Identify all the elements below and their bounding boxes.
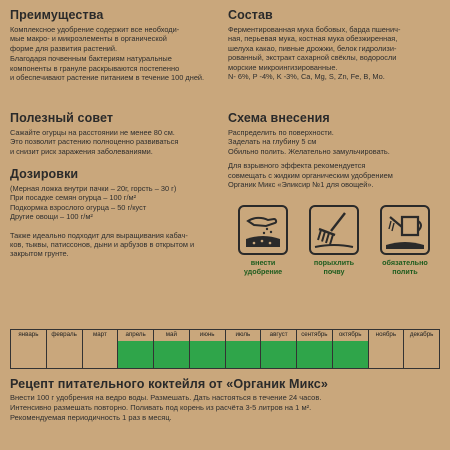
step-caption: удобрение [243,266,283,276]
text-line: Обильно полить. Желательно замульчировать. [228,146,390,156]
month-active-fill [190,341,225,368]
text-line: Распределить по поверхности. [228,128,334,137]
tip-section [10,111,215,156]
text-line: и снизит риск заражения заболеваниями. [10,146,153,156]
dosage-section [10,167,215,259]
recipe-section [10,377,440,424]
text-line: и обеспечивают растение питанием в течение 100 дней. [10,73,205,83]
month-label: март [83,331,118,339]
step-water [372,205,438,276]
text-line: морские микроингизированные. [228,62,338,72]
month-active-fill [333,341,368,368]
text-line: форме для развития растений. [10,43,118,53]
rake-icon [309,205,359,255]
month-label: февраль [47,331,82,339]
text-line: совмещать с жидким органическим удобрением [228,170,393,180]
text-line: мые макро- и микроэлементы в органической [10,34,167,44]
advantages-section [10,8,215,82]
text-line: (Мерная ложка внутри пачки – 20г, горсть – 30 г) [10,184,177,193]
month-label: ноябрь [369,331,404,339]
text-line: Органик Микс «Эликсир №1 для овощей». [228,180,374,190]
text-line: закрытом грунте. [10,249,69,259]
step-caption: порыхлить [313,258,355,267]
month-empty-fill [404,341,439,368]
month-label: июль [226,331,261,339]
calendar-month [154,330,190,368]
text-line: Это позволит растению полноценно развиваться [10,137,179,147]
month-active-fill [118,341,153,368]
calendar-month [11,330,47,368]
text-line: Подкормка взрослого огурца – 50 г/куст [10,202,147,212]
text-line: Комплексное удобрение содержит все необходи- [10,25,180,34]
fertilizer-hand-icon [238,205,288,255]
month-empty-fill [11,341,46,368]
text-line: Ферментированная мука бобовых, барда пшенич- [228,25,401,34]
month-label: сентябрь [297,331,332,339]
text-line: Сажайте огурцы на расстоянии не менее 80 см. [10,128,175,137]
dosage-title: Дозировки [10,167,79,181]
month-label: июнь [190,331,225,339]
month-label: август [261,331,296,339]
tip-title: Полезный совет [10,111,114,125]
month-label: май [154,331,189,339]
month-label: апрель [118,331,153,339]
step-caption: полить [392,266,418,276]
text-line: рованный, экстракт сахарной свёклы, водоросли [228,53,397,63]
step-caption: внести [250,258,276,267]
text-line: Интенсивно размешать повторно. Поливать под корень из расчёта 3-5 литров на 1 м². [10,403,312,413]
month-empty-fill [47,341,82,368]
text-line: Другие овощи – 100 г/м² [10,212,93,222]
month-empty-fill [83,341,118,368]
text-line: Внести 100 г удобрения на ведро воды. Размешать. Дать настояться в течение 24 часов. [10,393,322,402]
text-line: Для взрывного эффекта рекомендуется [228,161,366,171]
text-line: Также идеально подходит для выращивания кабач- [10,230,188,240]
calendar-month [83,330,119,368]
month-active-fill [226,341,261,368]
month-label: декабрь [404,331,439,339]
watering-can-icon [380,205,430,255]
calendar-month [261,330,297,368]
calendar-month [404,330,439,368]
scheme-section [228,111,440,189]
calendar-month [190,330,226,368]
step-loosen [301,205,367,276]
advantages-text [10,25,215,82]
calendar-month [226,330,262,368]
month-label: октябрь [333,331,368,339]
month-active-fill [154,341,189,368]
scheme-title: Схема внесения [228,111,330,125]
text-line: Заделать на глубину 5 см [228,137,317,147]
calendar-month [297,330,333,368]
text-line: ков, тыквы, патиссонов, дыни и арбузов в открытом и [10,240,195,250]
calendar-month [47,330,83,368]
step-fertilize [230,205,296,276]
month-active-fill [297,341,332,368]
month-empty-fill [369,341,404,368]
calendar-month [118,330,154,368]
text-line: При посадке семян огурца – 100 г/м² [10,193,137,203]
text-line: Благодаря почвенным бактериям натуральные [10,54,172,64]
composition-section [228,8,440,81]
application-calendar [10,329,440,369]
calendar-month [369,330,405,368]
text-line: компоненты в грануле раскрываются постепенно [10,63,180,73]
step-caption: обязательно [382,258,428,267]
advantages-title: Преимущества [10,8,104,22]
spacer-line [10,222,215,231]
text-line: N- 6%, P -4%, K -3%, Ca, Mg, S, Zn, Fe, B, Mo. [228,72,385,82]
text-line: ная, перьевая мука, костная мука обезжиренная, [228,34,398,44]
recipe-title: Рецепт питательного коктейля от «Органик Микс» [10,377,328,391]
composition-title: Состав [228,8,273,22]
calendar-month [333,330,369,368]
text-line: шелуха какао, пивные дрожжи, белок гидролизи- [228,43,397,53]
month-active-fill [261,341,296,368]
month-label: январь [11,331,46,339]
text-line: Рекомендуемая периодичность 1 раз в месяц. [10,413,172,423]
application-steps [228,205,440,313]
step-caption: почву [323,266,345,276]
